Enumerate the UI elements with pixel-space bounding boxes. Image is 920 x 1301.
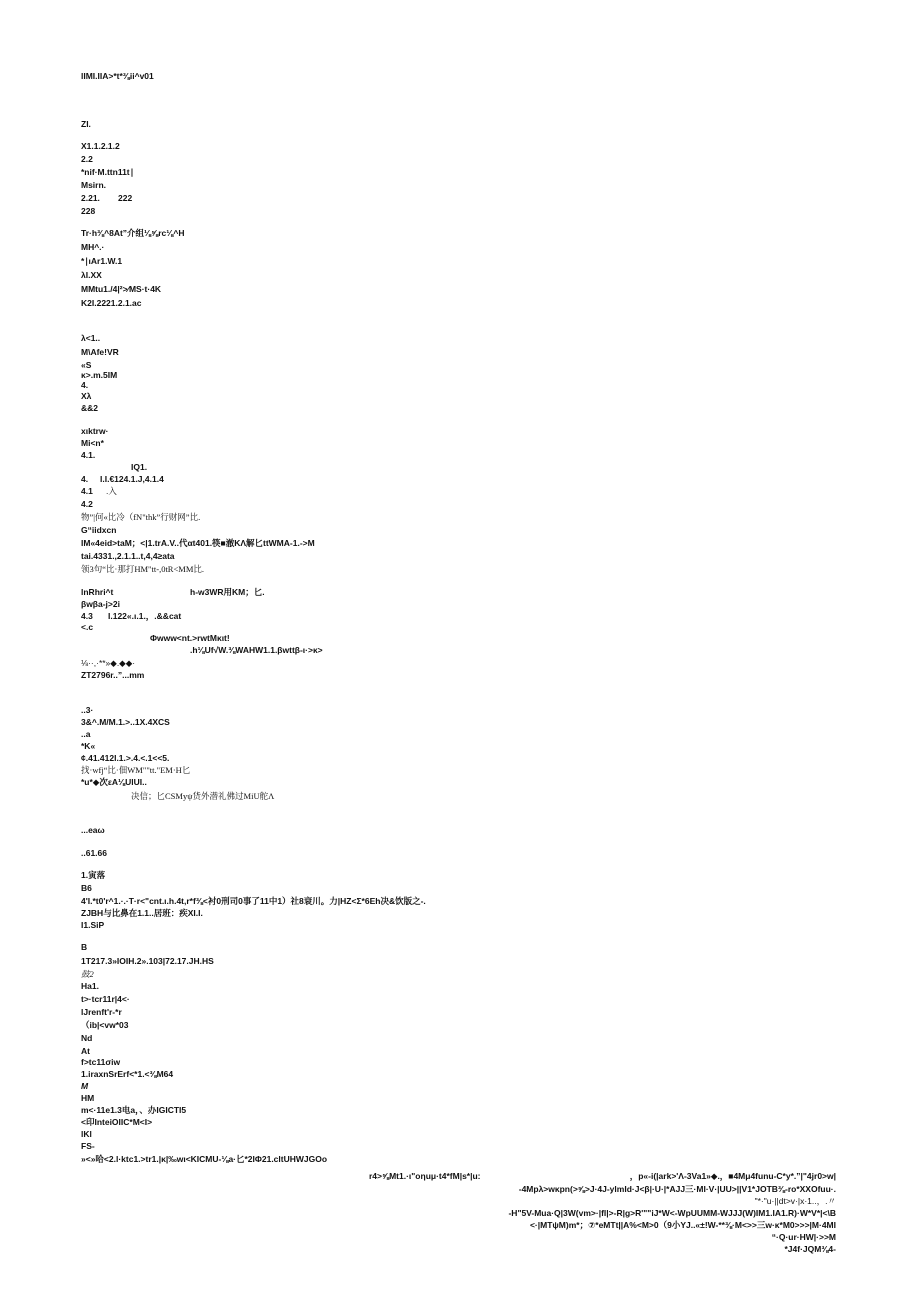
text-line: r4>⅝Mt1.·ι"oηuμ·t4*fM|s*|u: xyxy=(369,1171,481,1181)
text-line: xιktrw· xyxy=(81,426,109,436)
text-line: "*·"u·||dt>v·|x·1..，.〃 xyxy=(754,1196,836,1206)
text-line: ⅛··,·**»◆.◆◆· xyxy=(81,658,136,668)
text-line: 3&^.M/M.1.>..1X.4XCS xyxy=(81,717,170,727)
text-line: IQ1. xyxy=(131,462,148,472)
text-line: G“iidxcn xyxy=(81,525,117,535)
text-line: *J4f·JQM⅜4- xyxy=(784,1244,836,1254)
text-line: 4.1 xyxy=(81,486,93,496)
text-line: h-w3WR用KM；匕. xyxy=(190,587,265,597)
document-heading: lIMI.IIA>*t*⅜ii^v01 xyxy=(81,71,154,81)
text-line: B6 xyxy=(81,883,92,893)
text-line: *∣ιAr1.W.1 xyxy=(81,256,123,266)
text-line: Φwww<nt.>rwtMκιt! xyxy=(150,633,230,643)
text-line: t>·tcr11r|4<· xyxy=(81,994,130,1004)
text-line: I1.SiP xyxy=(81,920,105,930)
text-line: f>tc11σiw xyxy=(81,1057,121,1067)
text-line: ¢.41.412I.1.>.4.<.1<<5. xyxy=(81,753,170,763)
text-line: tai.4331.,2.1.1..t,4,4≥ata xyxy=(81,551,175,561)
text-line: .入 xyxy=(106,486,117,496)
text-line: 1T217.3»IOIH.2».103|72.17.JH.HS xyxy=(81,956,214,966)
text-line: 决信；匕CSMyψ货外潜礼佛过MiU舵Λ xyxy=(131,791,275,801)
text-line: Xλ xyxy=(81,391,92,401)
text-line: ..3· xyxy=(81,705,94,715)
text-line: Ha1. xyxy=(81,981,99,991)
text-line: “·Q·ur·HW|·>>M xyxy=(771,1232,836,1242)
text-line: FS- xyxy=(81,1141,95,1151)
text-line: *K« xyxy=(81,741,96,751)
text-line: &&2 xyxy=(81,403,99,413)
text-line: ..a xyxy=(81,729,91,739)
text-line: 物”|何«比冷（fN"thk”行财网”比. xyxy=(81,512,201,522)
text-line: 1.iraxnSrErf<*1.<⅜M64 xyxy=(81,1069,174,1079)
text-line: <.c xyxy=(81,622,94,632)
text-line: 228 xyxy=(81,206,96,216)
text-line: »<»哈<2.l·ktc1.>tr1.|κ|‰wι<KICMU-⅛a·匕*2IΦ21.cltUHWJGOo xyxy=(81,1154,328,1164)
text-line: 4.1. xyxy=(81,450,96,460)
text-line: <·|MTψM)m*；⑦*eMTt||A%<M>0（9小YJ..«±!W-**⅜·M<>>三w·κ*M0>>>|M·4MI xyxy=(529,1220,836,1230)
text-line: 1.寅落 xyxy=(81,870,106,880)
text-line: lJrenft'r-*r xyxy=(81,1007,122,1017)
text-line: 领3句“比·那打HM"tt-,0tR<MM比. xyxy=(81,564,205,574)
text-line: IM«4eid>taM；<|1.trA.V..代αt401.筷■澈KΛ解匕ttWMA-1.->M xyxy=(81,538,315,548)
text-line: At xyxy=(81,1046,90,1056)
text-line: Tr·h⅜^8At”介组⅛⅝rc⅛^H xyxy=(81,228,185,238)
section-label: ZI. xyxy=(81,119,91,129)
text-line: 4.2 xyxy=(81,499,93,509)
text-line: 4. xyxy=(81,474,89,484)
text-line: «S xyxy=(81,360,92,370)
text-line: λI.XX xyxy=(81,270,102,280)
text-line: 鼓2 xyxy=(81,969,94,979)
text-line: M xyxy=(81,1081,89,1091)
text-line: MH^.· xyxy=(81,242,105,252)
text-line: 4.3 xyxy=(81,611,93,621)
text-line: lKl xyxy=(81,1129,92,1139)
text-line: κ>.m.5IM xyxy=(81,370,118,380)
text-line: 4'I.*t0'r^1.·.·T·r<"cnt.ι.h.4t,r*f⅜<衬0刑司0事了11中1）社8衰川。力|HZ<Σ*6Eh决&饮版之-. xyxy=(81,896,426,906)
text-line: ZT2796r..”...mm xyxy=(81,670,145,680)
text-line: <印InteiOIIC*M<I> xyxy=(81,1117,153,1127)
text-line: lnRhri^t xyxy=(81,587,114,597)
text-line: ...eaω xyxy=(81,825,105,835)
text-line: I.I.€124.1.J,4.1.4 xyxy=(100,474,164,484)
text-line: .h⅛Uf√W.⅜WAHW1.1.βwttβ-ι·>κ> xyxy=(190,645,323,655)
text-line: B xyxy=(81,942,88,952)
text-line: M\Afe!VR xyxy=(81,347,119,357)
text-line: βwβa-j>2i xyxy=(81,599,120,609)
text-line: m<·11e1.3电a，、办IGICTI5 xyxy=(81,1105,187,1115)
text-line: Mi<n* xyxy=(81,438,104,448)
text-line: （ib|<vw*03 xyxy=(81,1020,129,1030)
text-line: K2I.2221.2.1.ac xyxy=(81,298,142,308)
text-line: X1.1.2.1.2 xyxy=(81,141,120,151)
text-line: Msirn. xyxy=(81,180,107,190)
text-line: ZJBH与比鼻在1.1..居班：疾XI.I. xyxy=(81,908,203,918)
text-line: *nif·M.ttn11t∣ xyxy=(81,167,134,177)
text-line: 找·wfj“比·佃WM""tt."EM·H匕 xyxy=(81,765,191,775)
text-line: 2.2 xyxy=(81,154,93,164)
text-line: 2.21. xyxy=(81,193,100,203)
text-line: λ<1.. xyxy=(81,333,101,343)
text-line: HM xyxy=(81,1093,95,1103)
text-line: ，p«-i(|ark>'Λ-3Va1»◆.，■4Mμ4funu-C*y*.”|"4jr0>w| xyxy=(629,1171,836,1181)
text-line: 4. xyxy=(81,380,89,390)
text-line: -4Mpλ>wκpn(>⅝>J·4J-ylmId·J<β|·U·|*AJJ三·MI·V·|UU>||V1*JOTB⅜-ro*XXOfuu·. xyxy=(518,1184,836,1194)
text-line: 222 xyxy=(118,193,133,203)
text-line: -H"5V-Mua·Q|3W(vm>·|fl|>-R|g>R'""iJ*W<-WpUUMM-WJJJ(W)IM1.IA1.R)·W*V*|<\B xyxy=(508,1208,836,1218)
text-line: *u*◆次εA⅛UlUI.. xyxy=(81,777,147,787)
text-line: Nd xyxy=(81,1033,93,1043)
text-line: ..61.66 xyxy=(81,848,107,858)
text-line: I.122«.ι.1.，.&&cat xyxy=(108,611,182,621)
text-line: MMtu1./4|²>∕MS·t·4K xyxy=(81,284,162,294)
